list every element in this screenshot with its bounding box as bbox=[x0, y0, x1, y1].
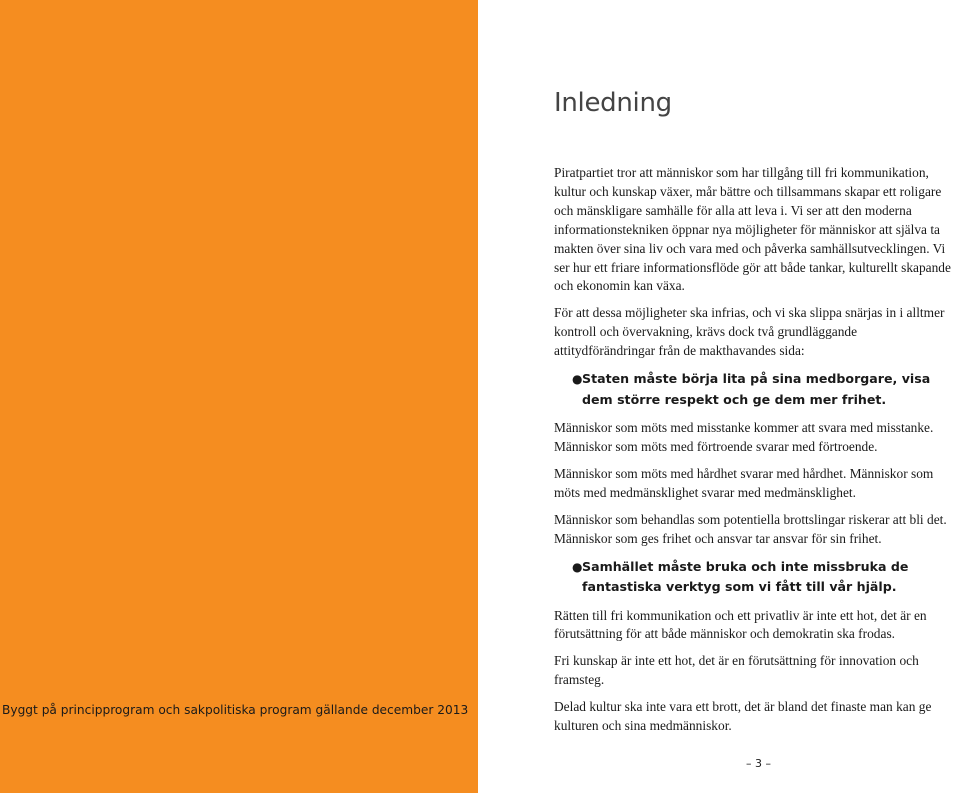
paragraph: Människor som möts med misstanke kommer att svara med misstanke. Människor som möts med förtroende svarar med förtroende. bbox=[554, 420, 934, 454]
page-title: Inledning bbox=[554, 88, 672, 118]
bullet-text: Staten måste börja lita på sina medborgare, visa dem större respekt och ge dem mer frihet. bbox=[582, 371, 931, 407]
paragraph: Fri kunskap är inte ett hot, det är en förutsättning för innovation och framsteg. bbox=[554, 653, 919, 688]
bullet-icon: ● bbox=[572, 372, 583, 387]
paragraph: För att dessa möjligheter ska infrias, och vi ska slippa snärjas in i alltmer kontroll och övervakning, krävs dock två grundläggande attitydförändringar från de makthavandes sida: bbox=[554, 305, 945, 359]
paragraph: Piratpartiet tror att människor som har tillgång till fri kommunikation, kultur och kunskap växer, mår bättre och tillsammans skapar ett roligare och mänskligare samhälle för alla att leva i. Vi ser att den moderna informationstekniken öppnar nya möjligheter för människor att själva ta makten över sina liv och vara med och påverka samhällsutvecklingen. Vi ser hur ett friare informationsflöde gör att både tankar, kulturellt skapande och ekonomin kan växa. bbox=[554, 165, 951, 294]
body-text bbox=[554, 164, 958, 744]
page-number: – 3 – bbox=[746, 757, 771, 770]
paragraph: Människor som möts med hårdhet svarar med hårdhet. Människor som möts med medmänsklighet svarar med medmänsklighet. bbox=[554, 465, 934, 500]
bullet-text: Samhället måste bruka och inte missbruka de fantastiska verktyg som vi fått till vår hjälp. bbox=[582, 558, 909, 594]
paragraph: Människor som behandlas som potentiella brottslingar riskerar att bli det. Människor som ges frihet och ansvar tar ansvar för sin frihet. bbox=[554, 511, 947, 546]
bullet-item bbox=[554, 557, 958, 598]
program-caption: Byggt på principprogram och sakpolitiska program gällande december 2013 bbox=[2, 703, 469, 717]
paragraph: Rätten till fri kommunikation och ett privatliv är inte ett hot, det är en förutsättning för att både människor och demokratin ska frodas. bbox=[554, 607, 927, 642]
bullet-item bbox=[554, 369, 958, 410]
paragraph: Delad kultur ska inte vara ett brott, det är bland det finaste man kan ge kulturen och sina medmänniskor. bbox=[554, 699, 932, 734]
bullet-icon: ● bbox=[572, 559, 583, 574]
orange-side-panel bbox=[0, 0, 478, 793]
